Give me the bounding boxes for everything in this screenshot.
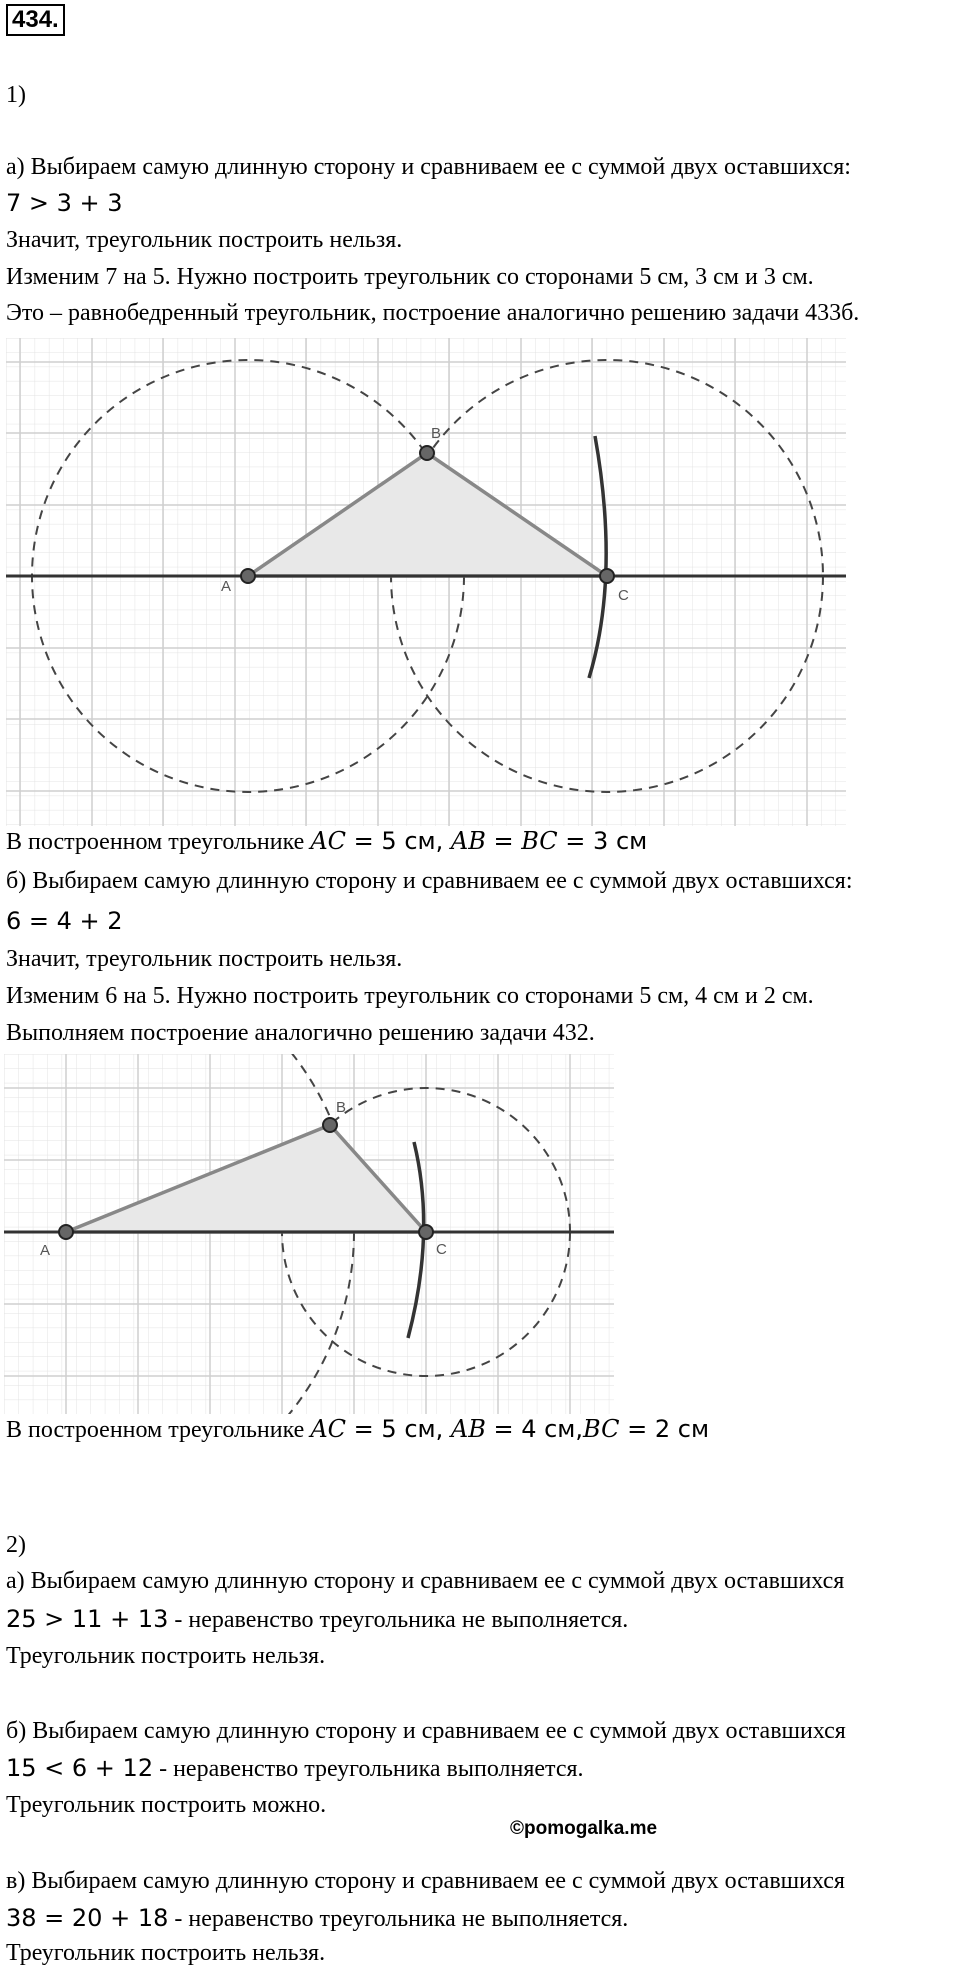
part2b-inequality: 15 < 6 + 12 <box>6 1754 154 1782</box>
part2b-conclusion: Треугольник построить можно. <box>6 1792 327 1818</box>
part1a-inequality: 7 > 3 + 3 <box>6 189 123 217</box>
part1b-result <box>6 1414 709 1445</box>
part1a-conclusion: Значит, треугольник построить нельзя. <box>6 227 403 253</box>
part1b-equation: 6 = 4 + 2 <box>6 907 123 935</box>
segment-bc: BC <box>583 1415 620 1443</box>
segment-ab: AB <box>450 827 486 855</box>
part2c-line <box>6 1903 628 1934</box>
part1a-result <box>6 826 647 857</box>
part1b-result-prefix: В построенном треугольнике <box>6 1417 311 1443</box>
part2a-intro: а) Выбираем самую длинную сторону и сравниваем ее с суммой двух оставшихся <box>6 1568 845 1594</box>
part2c-intro: в) Выбираем самую длинную сторону и сравниваем ее с суммой двух оставшихся <box>6 1868 845 1894</box>
segment-bc: BC <box>521 827 558 855</box>
part2a-inequality: 25 > 11 + 13 <box>6 1605 169 1633</box>
part1a-change: Изменим 7 на 5. Нужно построить треугольник со сторонами 5 см, 3 см и 3 см. <box>6 264 814 290</box>
point-c <box>600 569 614 583</box>
point-a <box>59 1225 73 1239</box>
part1b-note: Выполняем построение аналогично решению задачи 432. <box>6 1020 595 1046</box>
ac-value: = 5 см, <box>346 1415 451 1443</box>
construction-figure-1a <box>6 338 846 826</box>
ac-value: = 5 см, <box>346 827 451 855</box>
part2c-equation: 38 = 20 + 18 <box>6 1904 169 1932</box>
part1-label: 1) <box>6 82 26 108</box>
part2c-conclusion: Треугольник построить нельзя. <box>6 1940 326 1966</box>
point-b <box>323 1118 337 1132</box>
part1b-change: Изменим 6 на 5. Нужно построить треугольник со сторонами 5 см, 4 см и 2 см. <box>6 983 814 1009</box>
equals: = <box>485 827 522 855</box>
label-b: B <box>336 1099 347 1116</box>
part2a-conclusion: Треугольник построить нельзя. <box>6 1643 326 1669</box>
part2b-intro: б) Выбираем самую длинную сторону и сравниваем ее с суммой двух оставшихся <box>6 1718 846 1744</box>
part1b-conclusion: Значит, треугольник построить нельзя. <box>6 946 403 972</box>
point-b <box>420 446 434 460</box>
label-a: A <box>40 1242 51 1259</box>
bc-value: = 2 см <box>619 1415 710 1443</box>
part2a-comment: - неравенство треугольника не выполняется. <box>168 1607 629 1633</box>
segment-ab: AB <box>450 1415 486 1443</box>
bc-value: = 3 см <box>557 827 648 855</box>
part1a-result-prefix: В построенном треугольнике <box>6 829 311 855</box>
part1a-intro: а) Выбираем самую длинную сторону и сравниваем ее с суммой двух оставшихся: <box>6 154 851 180</box>
segment-ac: AC <box>310 1415 347 1443</box>
point-a <box>241 569 255 583</box>
part2a-line <box>6 1604 628 1635</box>
point-c <box>419 1225 433 1239</box>
part2c-comment: - неравенство треугольника не выполняется. <box>168 1906 629 1932</box>
construction-figure-1b <box>4 1054 614 1414</box>
label-b: B <box>431 425 442 442</box>
part2b-comment: - неравенство треугольника выполняется. <box>153 1756 584 1782</box>
part2b-line <box>6 1753 584 1784</box>
ab-value: = 4 см, <box>485 1415 584 1443</box>
part2-label: 2) <box>6 1532 26 1558</box>
label-c: C <box>436 1241 447 1258</box>
part1b-intro: б) Выбираем самую длинную сторону и сравниваем ее с суммой двух оставшихся: <box>6 868 853 894</box>
part1a-note: Это – равнобедренный треугольник, построение аналогично решению задачи 433б. <box>6 300 860 326</box>
label-c: C <box>618 587 629 604</box>
watermark: ©pomogalka.me <box>510 1818 658 1839</box>
segment-ac: AC <box>310 827 347 855</box>
label-a: A <box>221 578 232 595</box>
task-number: 434. <box>6 4 65 36</box>
